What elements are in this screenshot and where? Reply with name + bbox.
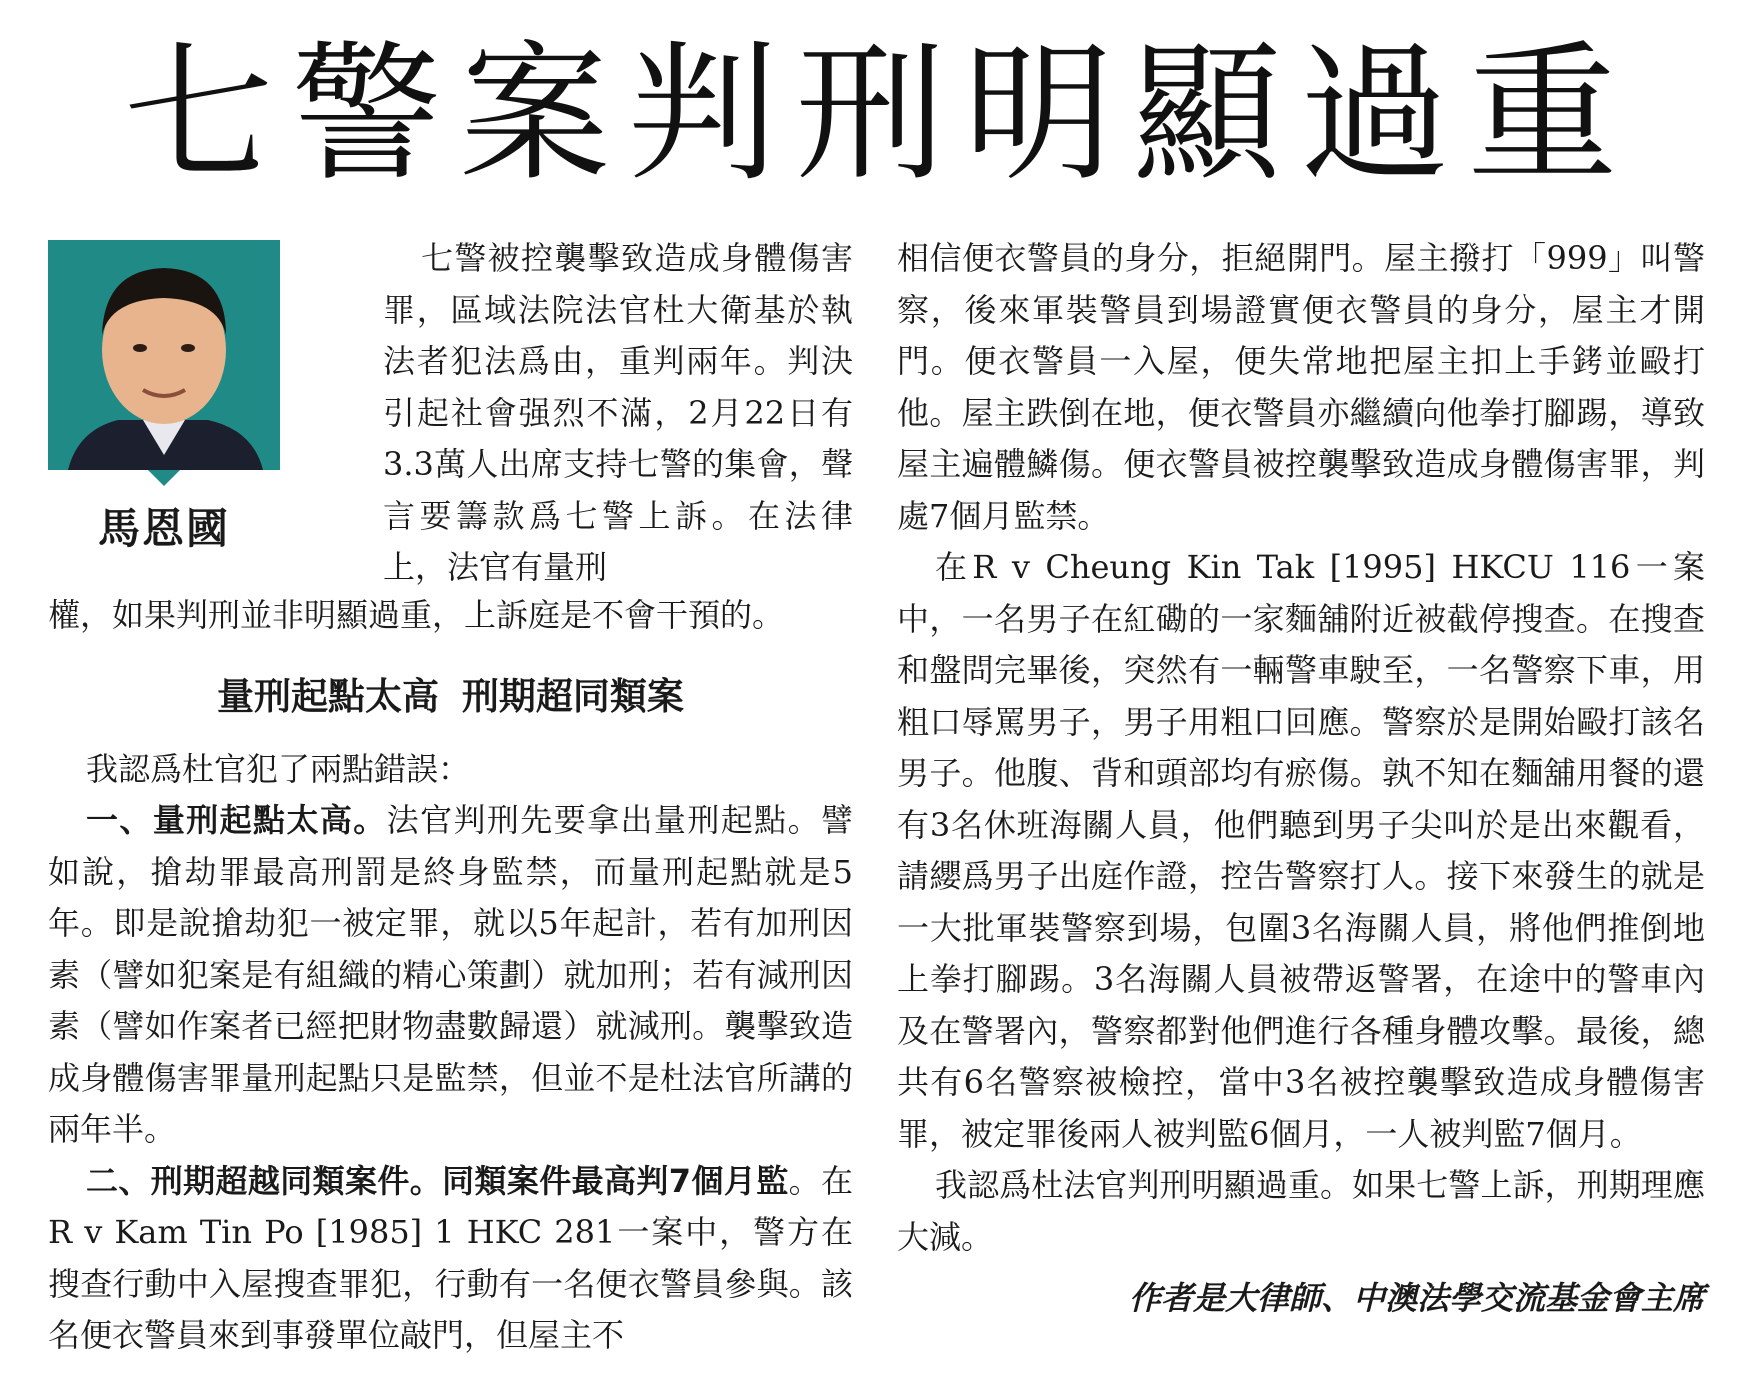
right-column xyxy=(897,233,1705,1324)
point-two-heading: 二、刑期超越同類案件。同類案件最高判7個月監 xyxy=(86,1161,789,1200)
point-two-text: 。在R v Kam Tin Po [1985] 1 HKC 281一案中，警方在搜查行動中入屋搜查罪犯，行動有一名便衣警員參與。該名便衣警員來到事發單位敲門，但屋主不 xyxy=(48,1161,853,1354)
lead-block xyxy=(48,233,853,590)
intro-paragraph: 我認爲杜官犯了兩點錯誤： xyxy=(86,749,471,788)
lead-paragraph-tail: 權，如果判刑並非明顯過重，上訴庭是不會干預的。 xyxy=(48,596,785,634)
point-one-paragraph xyxy=(48,795,853,1156)
point-two-paragraph xyxy=(48,1156,853,1362)
left-column xyxy=(48,233,853,1362)
author-byline: 作者是大律師、中澳法學交流基金會主席 xyxy=(1128,1279,1705,1317)
point-one-heading: 一、量刑起點太高。 xyxy=(86,801,387,839)
subheading: 量刑起點太高 刑期超同類案 xyxy=(217,674,684,718)
lead-paragraph: 七警被控襲擊致造成身體傷害罪，區域法院法官杜大衛基於執法者犯法爲由，重判兩年。判決引起社會强烈不滿，2月22日有3.3萬人出席支持七警的集會，聲言要籌款爲七警上訴。在法律上，法官有量刑 xyxy=(383,239,853,586)
headline: 七警案判刑明顯過重 xyxy=(123,28,1636,202)
case-two-paragraph: 在R v Cheung Kin Tak [1995] HKCU 116一案中，一名男子在紅磡的一家麵舖附近被截停搜查。在搜查和盤問完畢後，突然有一輛警車駛至，一名警察下車，用粗口辱罵男子，男子用粗口回應。警察於是開始毆打該名男子。他腹、背和頭部均有瘀傷。孰不知在麵舖用餐的還有3名休班海關人員，他們聽到男子尖叫於是出來觀看，請纓爲男子出庭作證，控告警察打人。接下來發生的就是一大批軍裝警察到場，包圍3名海關人員，將他們推倒地上拳打腳踢。3名海關人員被帶返警署，在途中的警車內及在警署內，警察都對他們進行各種身體攻擊。最後，總共有6名警察被檢控，當中3名被控襲擊致造成身體傷害罪，被定罪後兩人被判監6個月，一人被判監7個月。 xyxy=(897,548,1705,1153)
point-one-text: 法官判刑先要拿出量刑起點。譬如說，搶劫罪最高刑罰是終身監禁，而量刑起點就是5年。即是說搶劫犯一被定罪，就以5年起計，若有加刑因素（譬如犯案是有組織的精心策劃）就加刑；若有減刑因素（譬如作案者已經把財物盡數歸還）就減刑。襲擊致造成身體傷害罪量刑起點只是監禁，但並不是杜法官所講的兩年半。 xyxy=(48,801,853,1148)
conclusion-paragraph: 我認爲杜法官判刑明顯過重。如果七警上訴，刑期理應大減。 xyxy=(897,1166,1705,1256)
author-name: 馬恩國 xyxy=(97,504,230,553)
case-one-paragraph: 相信便衣警員的身分，拒絕開門。屋主撥打「999」叫警察，後來軍裝警員到場證實便衣警員的身分，屋主才開門。便衣警員一入屋，便失常地把屋主扣上手銬並毆打他。屋主跌倒在地，便衣警員亦繼續向他拳打腳踢，導致屋主遍體鱗傷。便衣警員被控襲擊致造成身體傷害罪，判處7個月監禁。 xyxy=(897,239,1705,535)
